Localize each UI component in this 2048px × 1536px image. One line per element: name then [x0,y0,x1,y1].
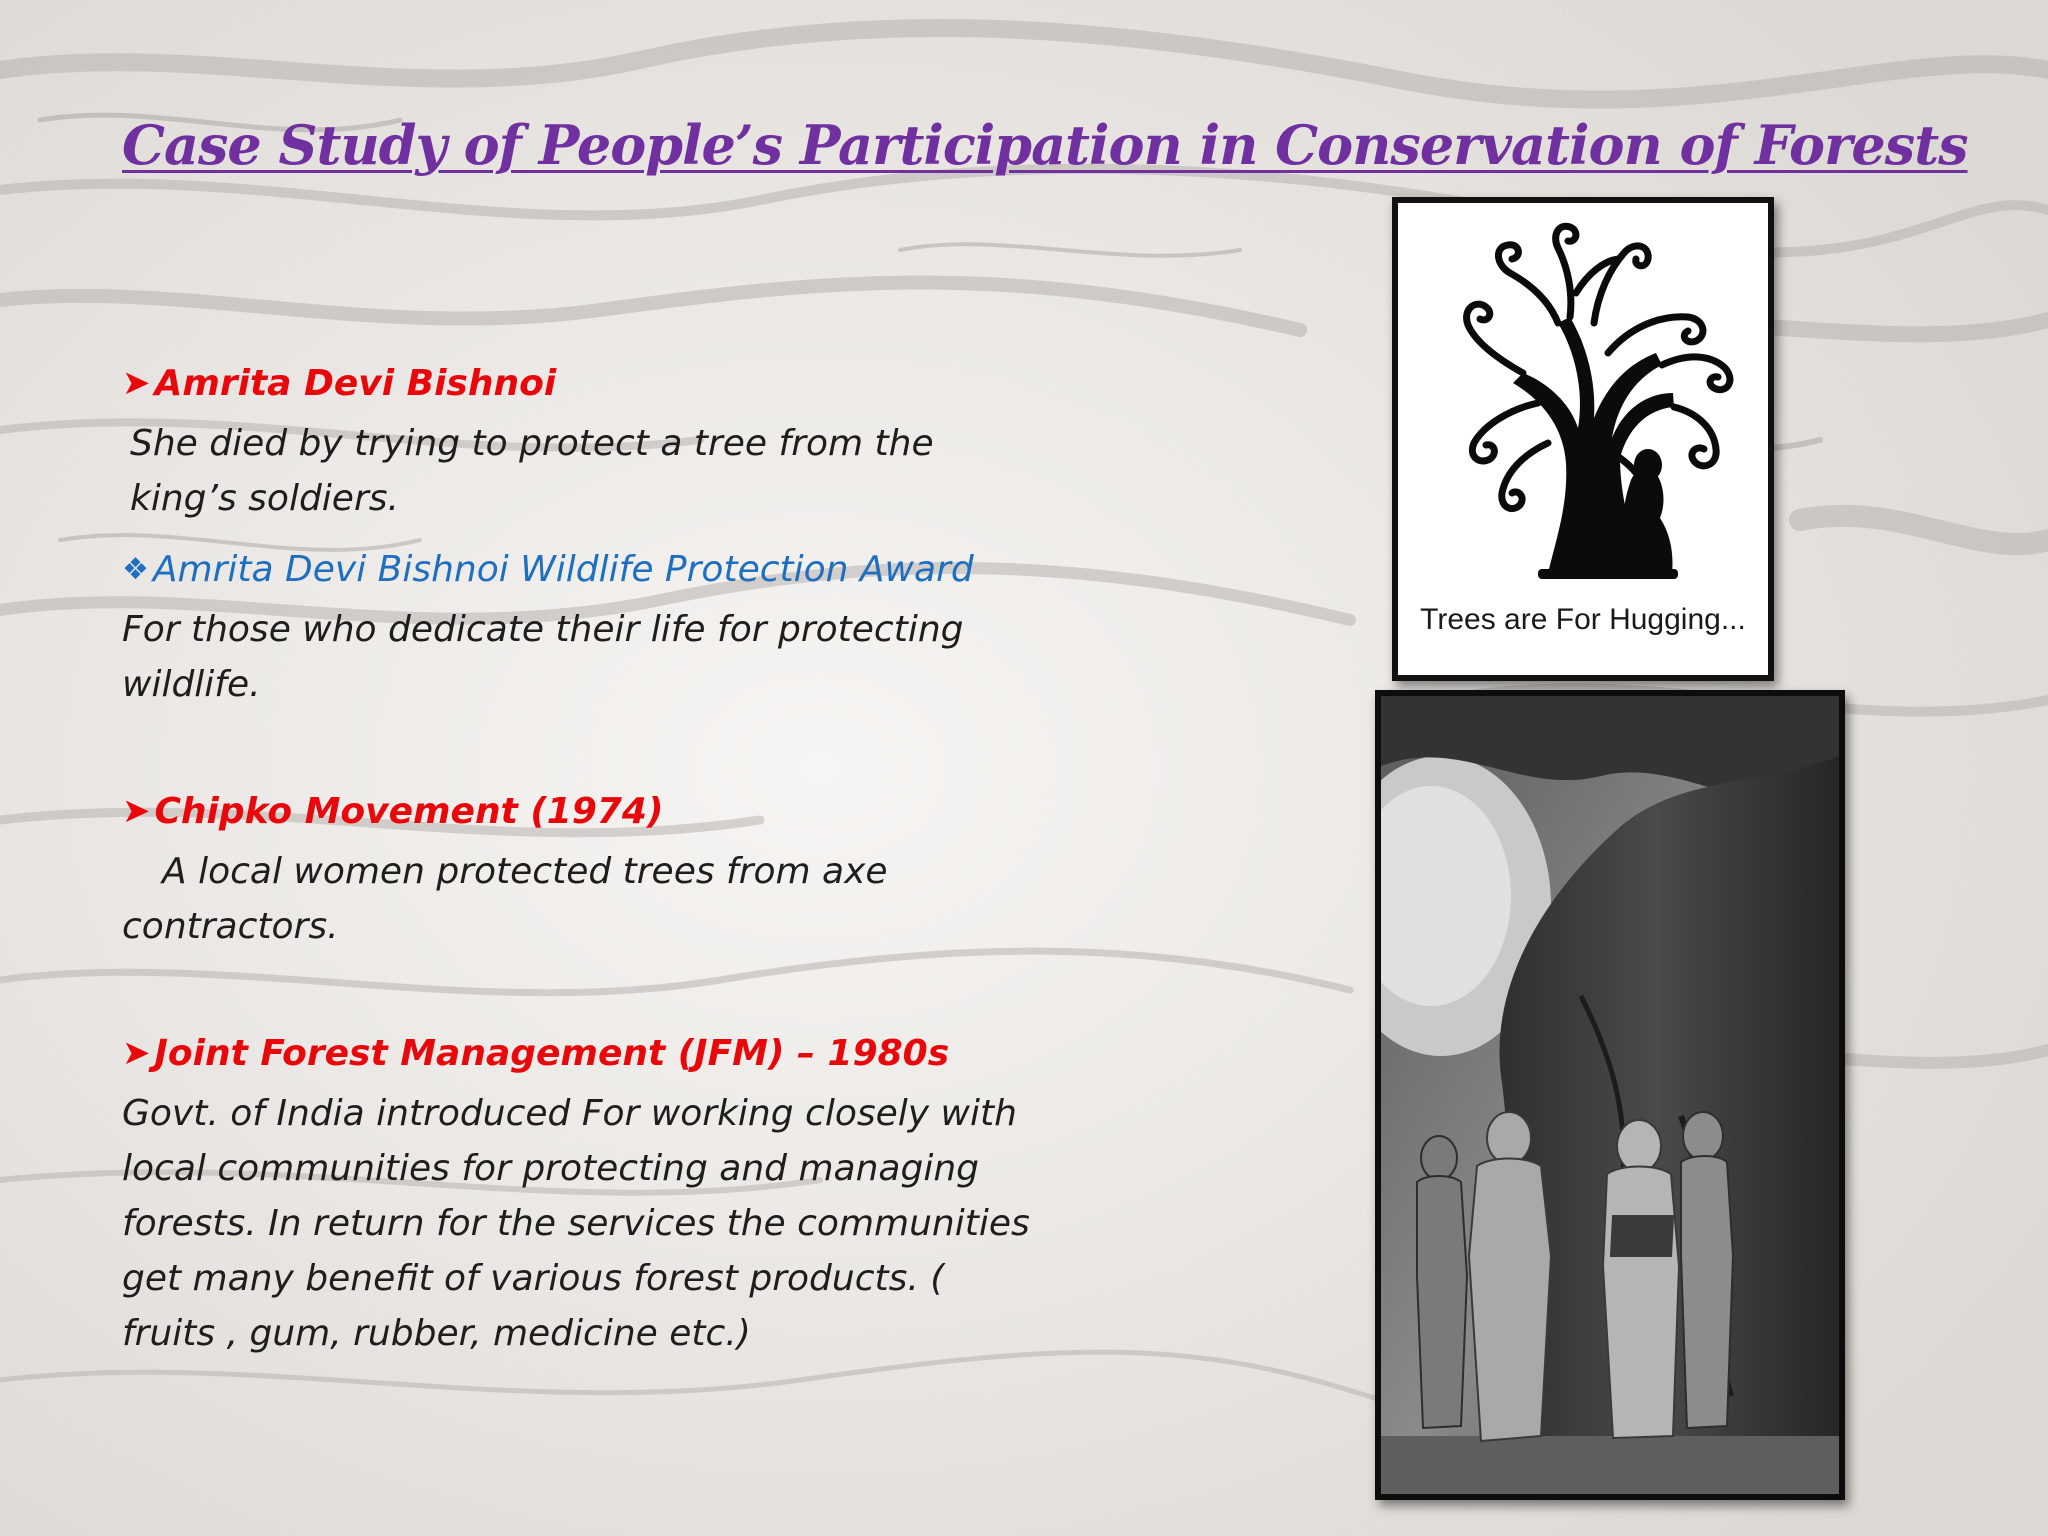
section-body-amrita: She died by trying to protect a tree from the king’s soldiers. [130,423,934,519]
tree-hugging-logo [1392,197,1774,681]
women-hugging-tree-photo-icon [1381,696,1839,1494]
content-area [122,350,1042,1361]
section-heading-amrita [122,350,1042,416]
slide-title: Case Study of People’s Participation in Conservation of Forests [122,113,1968,177]
award-body: For those who dedicate their life for protecting wildlife. [122,609,964,705]
arrow-bullet-icon: ➤ [122,790,151,831]
logo-caption: Trees are For Hugging... [1420,603,1746,636]
section-heading-chipko [122,778,1042,844]
award-text: Amrita Devi Bishnoi Wildlife Protection Award [152,548,974,590]
tree-woman-icon [1398,203,1768,603]
arrow-bullet-icon: ➤ [122,362,151,403]
chipko-photo [1375,690,1845,1500]
section-body-chipko [122,844,1042,954]
arrow-bullet-icon: ➤ [122,1032,151,1073]
section-body-jfm: Govt. of India introduced For working closely with local communities for protecting and managing forests. In return for the services the communities get many benefit of various forest products. ( fruits , gum, rubber, medicine etc.) [122,1093,1030,1354]
section-heading-jfm [122,1020,1042,1086]
section-heading-text: Joint Forest Management (JFM) – 1980s [154,1032,950,1074]
section-heading-text: Amrita Devi Bishnoi [154,362,557,404]
diamond-bullet-icon: ❖ [122,551,149,587]
award-line [122,536,1042,602]
section-heading-text: Chipko Movement (1974) [154,790,664,832]
section-body-text: A local women protected trees from axe contractors. [122,851,888,947]
